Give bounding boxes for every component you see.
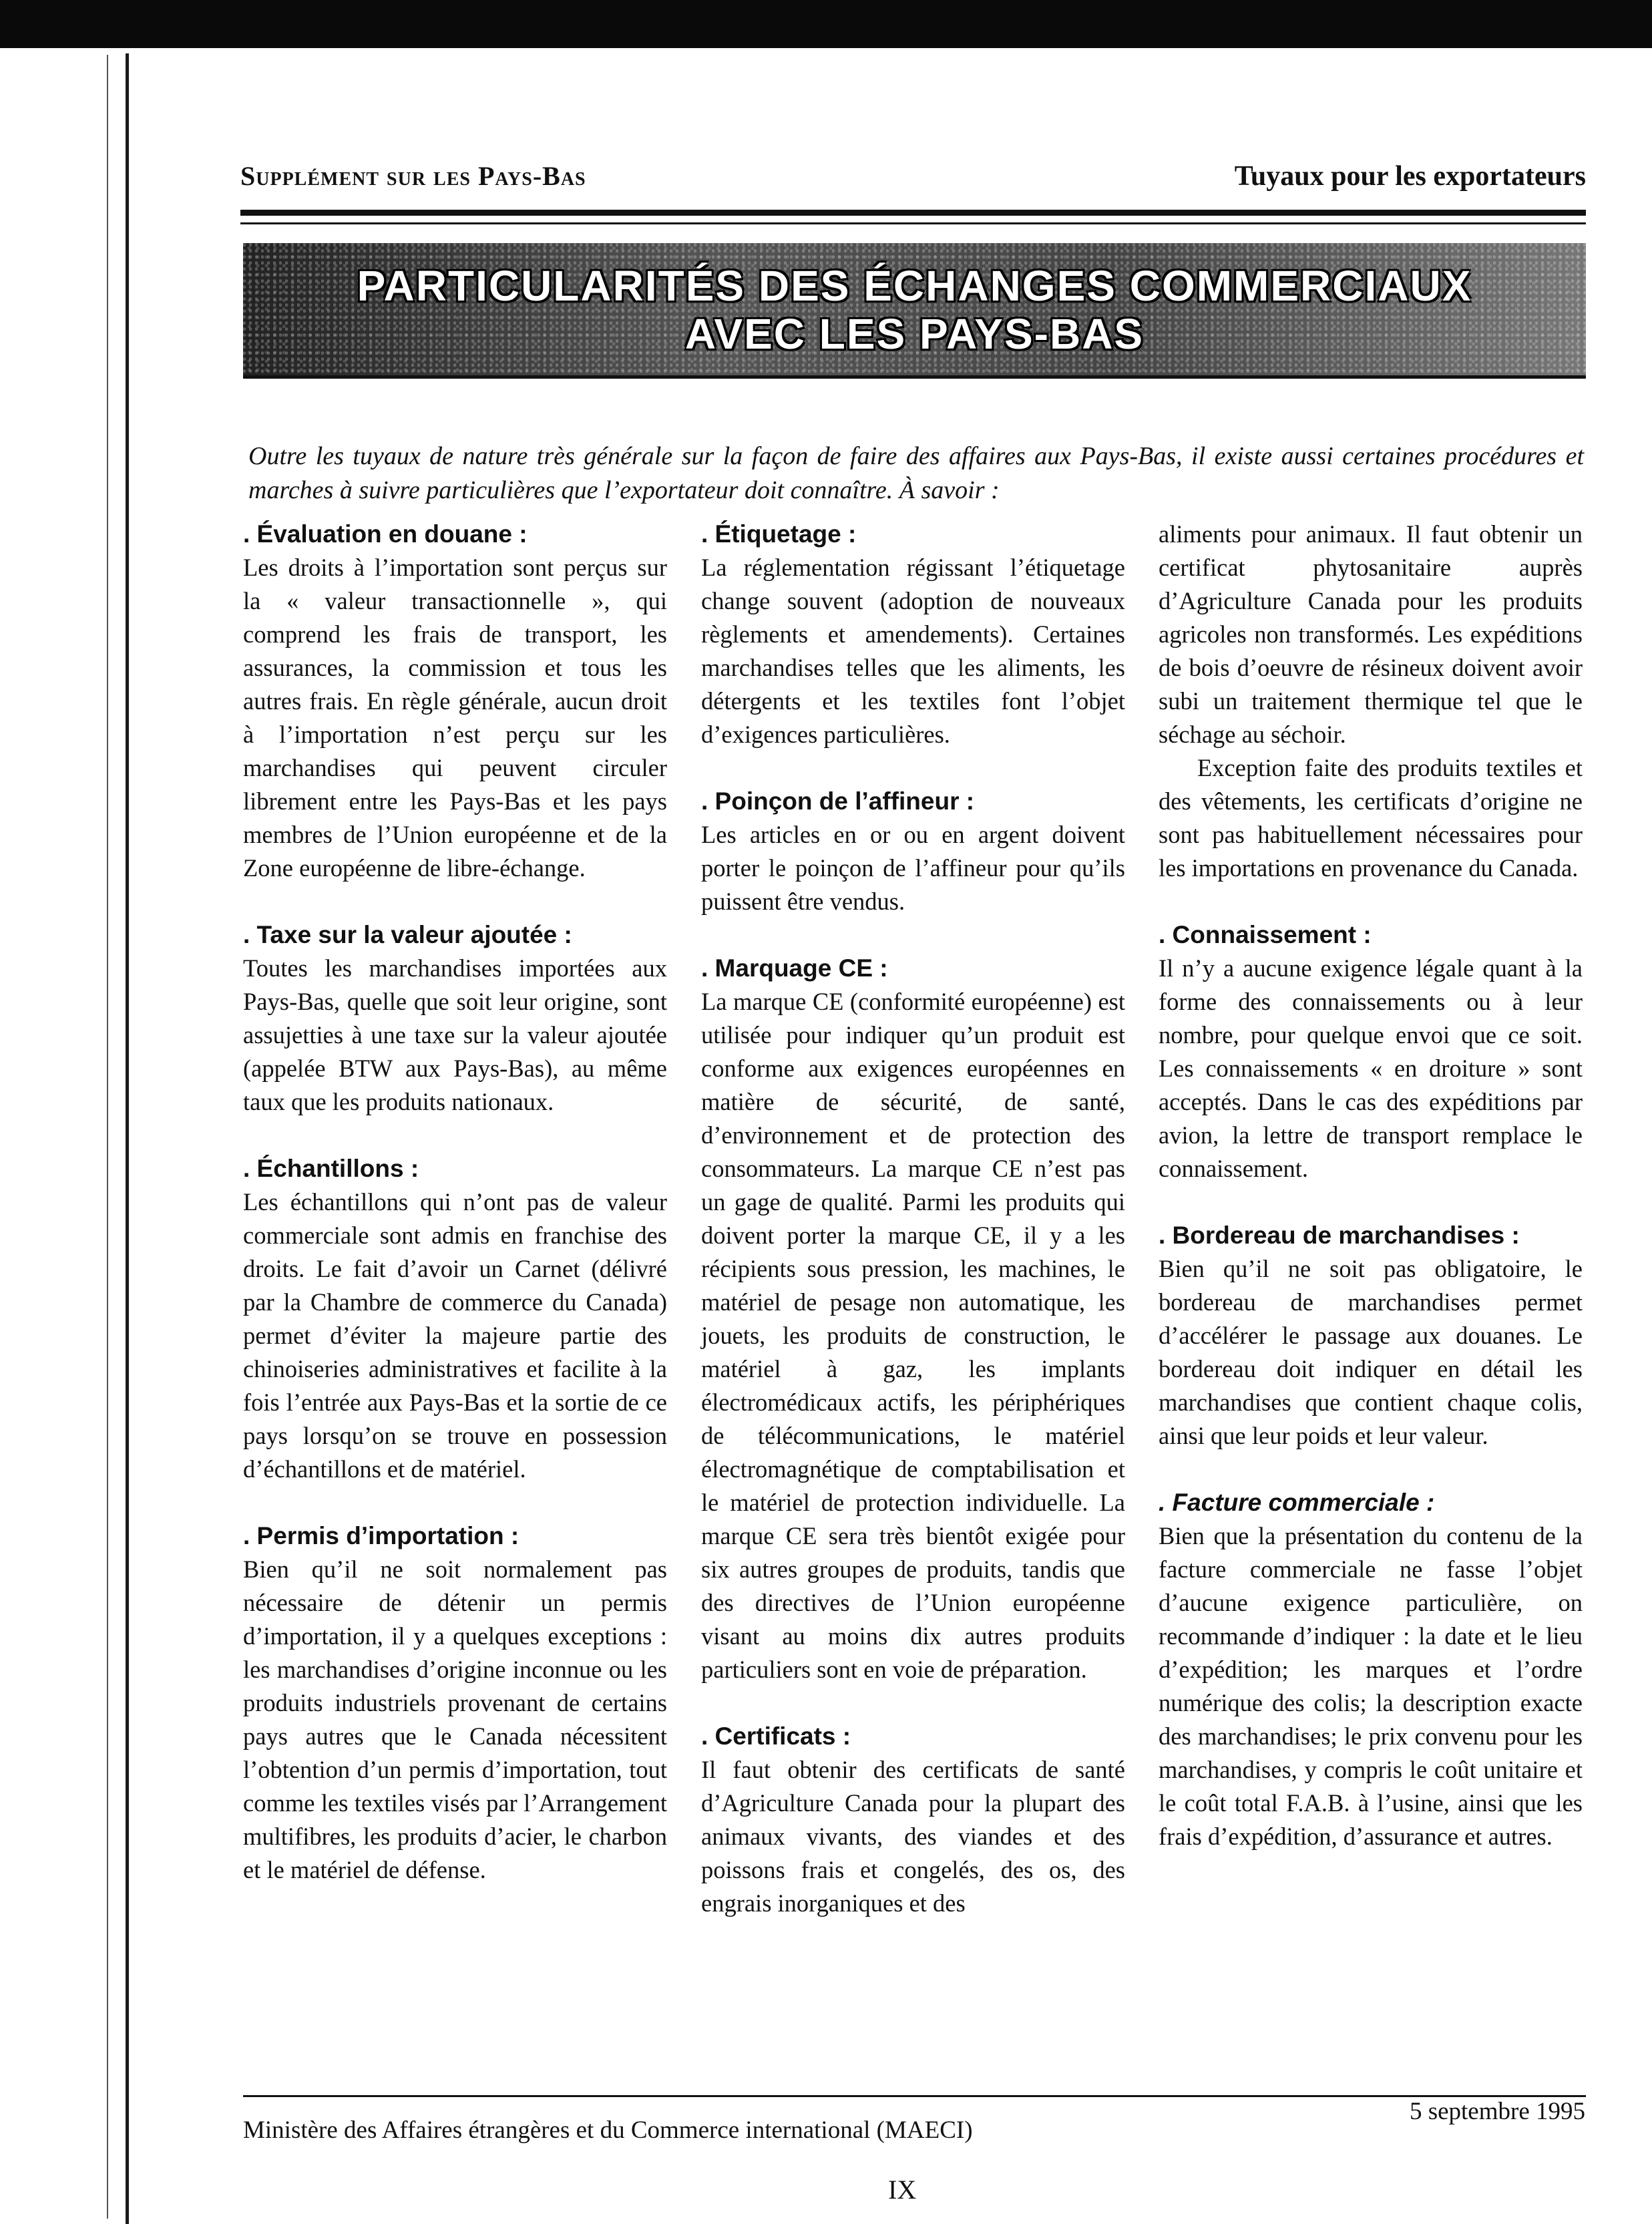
section-echantillons	[243, 1152, 667, 1486]
section-body: aliments pour animaux. Il faut obtenir un certificat phytosanitaire auprès d’Agriculture Canada pour les produits agricoles non transformés. Les expéditions de bois d’oeuvre de résineux doivent avoir subi un traitement thermique tel que le séchage au séchoir.	[1159, 520, 1583, 748]
section-heading: . Marquage CE :	[701, 954, 888, 982]
section-heading: . Bordereau de marchandises :	[1159, 1222, 1520, 1249]
section-evaluation-douane	[243, 518, 667, 885]
section-permis-importation	[243, 1519, 667, 1887]
section-body: Les droits à l’importation sont perçus sur la « valeur transactionnelle », qui comprend les frais de transport, les assurances, la commission et tous les autres frais. En règle générale, aucun droit à l’importation n’est perçu sur les marchandises qui peuvent circuler librement entre les Pays-Bas et les pays membres de l’Union européenne et de la Zone européenne de libre-échange.	[243, 554, 667, 882]
banner-title-line-1: PARTICULARITÉS DES ÉCHANGES COMMERCIAUX	[357, 262, 1472, 310]
section-heading: . Permis d’importation :	[243, 1522, 520, 1549]
section-connaissement	[1159, 918, 1583, 1185]
column-3	[1159, 518, 1583, 1887]
section-poincon-affineur	[701, 785, 1125, 918]
section-bordereau-marchandises	[1159, 1219, 1583, 1453]
section-body: Il faut obtenir des certificats de santé d’Agriculture Canada pour la plupart des animaux vivants, des viandes et des poissons frais et congelés, des os, des engrais inorganiques et des	[701, 1756, 1125, 1917]
section-body: Toutes les marchandises importées aux Pays-Bas, quelle que soit leur origine, sont assujetties à une taxe sur la valeur ajoutée (appelée BTW aux Pays-Bas), au même taux que les produits nationaux.	[243, 954, 667, 1115]
footer-ministry: Ministère des Affaires étrangères et du Commerce international (MAECI)	[243, 2116, 973, 2144]
running-header	[240, 160, 1586, 194]
intro-paragraph: Outre les tuyaux de nature très générale sur la façon de faire des affaires aux Pays-Bas, il existe aussi certaines procédures et marches à suivre particulières que l’exportateur doit connaître. À savoir :	[248, 442, 1584, 504]
header-supplement-title: Supplément sur les Pays-Bas	[240, 161, 586, 191]
section-certificats	[701, 1720, 1125, 1920]
section-certificats-continued	[1159, 518, 1583, 751]
banner-title-line-2: AVEC LES PAYS-BAS	[684, 310, 1145, 358]
section-body: Bien que la présentation du contenu de la facture commerciale ne fasse l’objet d’aucune exigence particulière, on recommande d’indiquer : la date et le lieu d’expédition; les marques et l’ordre numérique des colis; la description exacte des marchandises; le prix convenu pour les marchandises, y compris le coût unitaire et le coût total F.A.B. à l’usine, ainsi que les frais d’expédition, d’assurance et autres.	[1159, 1522, 1583, 1850]
scan-binding-line	[126, 53, 129, 2224]
title-banner	[243, 243, 1586, 377]
banner-bottom-rule	[243, 375, 1586, 379]
header-rule-thick	[240, 210, 1586, 216]
section-body: Les échantillons qui n’ont pas de valeur commerciale sont admis en franchise des droits. Le fait d’avoir un Carnet (délivré par la Chambre de commerce du Canada) permet d’éviter la majeure partie des chinoiseries administratives et facilite à la fois l’entrée aux Pays-Bas et la sortie de ce pays lorsqu’on se trouve en possession d’échantillons et de matériel.	[243, 1188, 667, 1483]
section-heading: . Échantillons :	[243, 1155, 419, 1182]
header-rule-thin	[240, 222, 1586, 224]
section-heading: . Connaissement :	[1159, 921, 1372, 948]
section-body: Il n’y a aucune exigence légale quant à la forme des connaissements ou à leur nombre, pour quelque envoi que ce soit. Les connaissements « en droiture » sont acceptés. Dans le cas des expéditions par avion, la lettre de transport remplace le connaissement.	[1159, 954, 1583, 1182]
section-body: Exception faite des produits textiles et des vêtements, les certificats d’origine ne sont pas habituellement nécessaires pour les importations en provenance du Canada.	[1159, 754, 1583, 882]
scan-top-border	[0, 0, 1652, 48]
section-heading: . Certificats :	[701, 1722, 851, 1750]
footer-rule	[243, 2095, 1586, 2097]
section-marquage-ce	[701, 952, 1125, 1686]
section-body: La marque CE (conformité européenne) est utilisée pour indiquer qu’un produit est conforme aux exigences européennes en matière de sécurité, de santé, d’environnement et de protection des consommateurs. La marque CE n’est pas un gage de qualité. Parmi les produits qui doivent porter la marque CE, il y a les récipients sous pression, les machines, le matériel de pesage non automatique, les jouets, les produits de construction, le matériel à gaz, les implants électromédicaux actifs, les périphériques de télécommunications, le matériel électromagnétique de comptabilisation et le matériel de protection individuelle. La marque CE sera très bientôt exigée pour six autres groupes de produits, tandis que des directives de l’Union européenne visant au moins dix autres produits particuliers sont en voie de préparation.	[701, 988, 1125, 1683]
scan-left-edge	[107, 55, 108, 2219]
section-heading: . Taxe sur la valeur ajoutée :	[243, 921, 572, 948]
header-series-title: Tuyaux pour les exportateurs	[1234, 161, 1586, 192]
section-etiquetage	[701, 518, 1125, 751]
footer-date: 5 septembre 1995	[1409, 2098, 1585, 2125]
section-body: Bien qu’il ne soit normalement pas nécessaire de détenir un permis d’importation, il y a quelques exceptions : les marchandises d’origine inconnue ou les produits industriels provenant de certains pays autres que le Canada nécessitent l’obtention d’un permis d’importation, tout comme les textiles visés par l’Arrangement multifibres, les produits d’acier, le charbon et le matériel de défense.	[243, 1555, 667, 1883]
section-body: Les articles en or ou en argent doivent porter le poinçon de l’affineur pour qu’ils puissent être vendus.	[701, 821, 1125, 915]
section-heading: . Étiquetage :	[701, 520, 857, 548]
page-number: IX	[888, 2175, 917, 2205]
column-2	[701, 518, 1125, 1954]
section-heading: . Poinçon de l’affineur :	[701, 787, 975, 815]
section-facture-commerciale	[1159, 1486, 1583, 1853]
section-taxe-valeur-ajoutee	[243, 918, 667, 1119]
section-certificats-origine	[1159, 751, 1583, 885]
section-body: Bien qu’il ne soit pas obligatoire, le bordereau de marchandises permet d’accélérer le passage aux douanes. Le bordereau doit indiquer en détail les marchandises que contient chaque colis, ainsi que leur poids et leur valeur.	[1159, 1255, 1583, 1449]
column-1	[243, 518, 667, 1920]
section-heading: . Facture commerciale :	[1159, 1489, 1435, 1516]
section-heading: . Évaluation en douane :	[243, 520, 528, 548]
section-body: La réglementation régissant l’étiquetage change souvent (adoption de nouveaux règlements et amendements). Certaines marchandises telles que les aliments, les détergents et les textiles font l’objet d’exigences particulières.	[701, 554, 1125, 748]
